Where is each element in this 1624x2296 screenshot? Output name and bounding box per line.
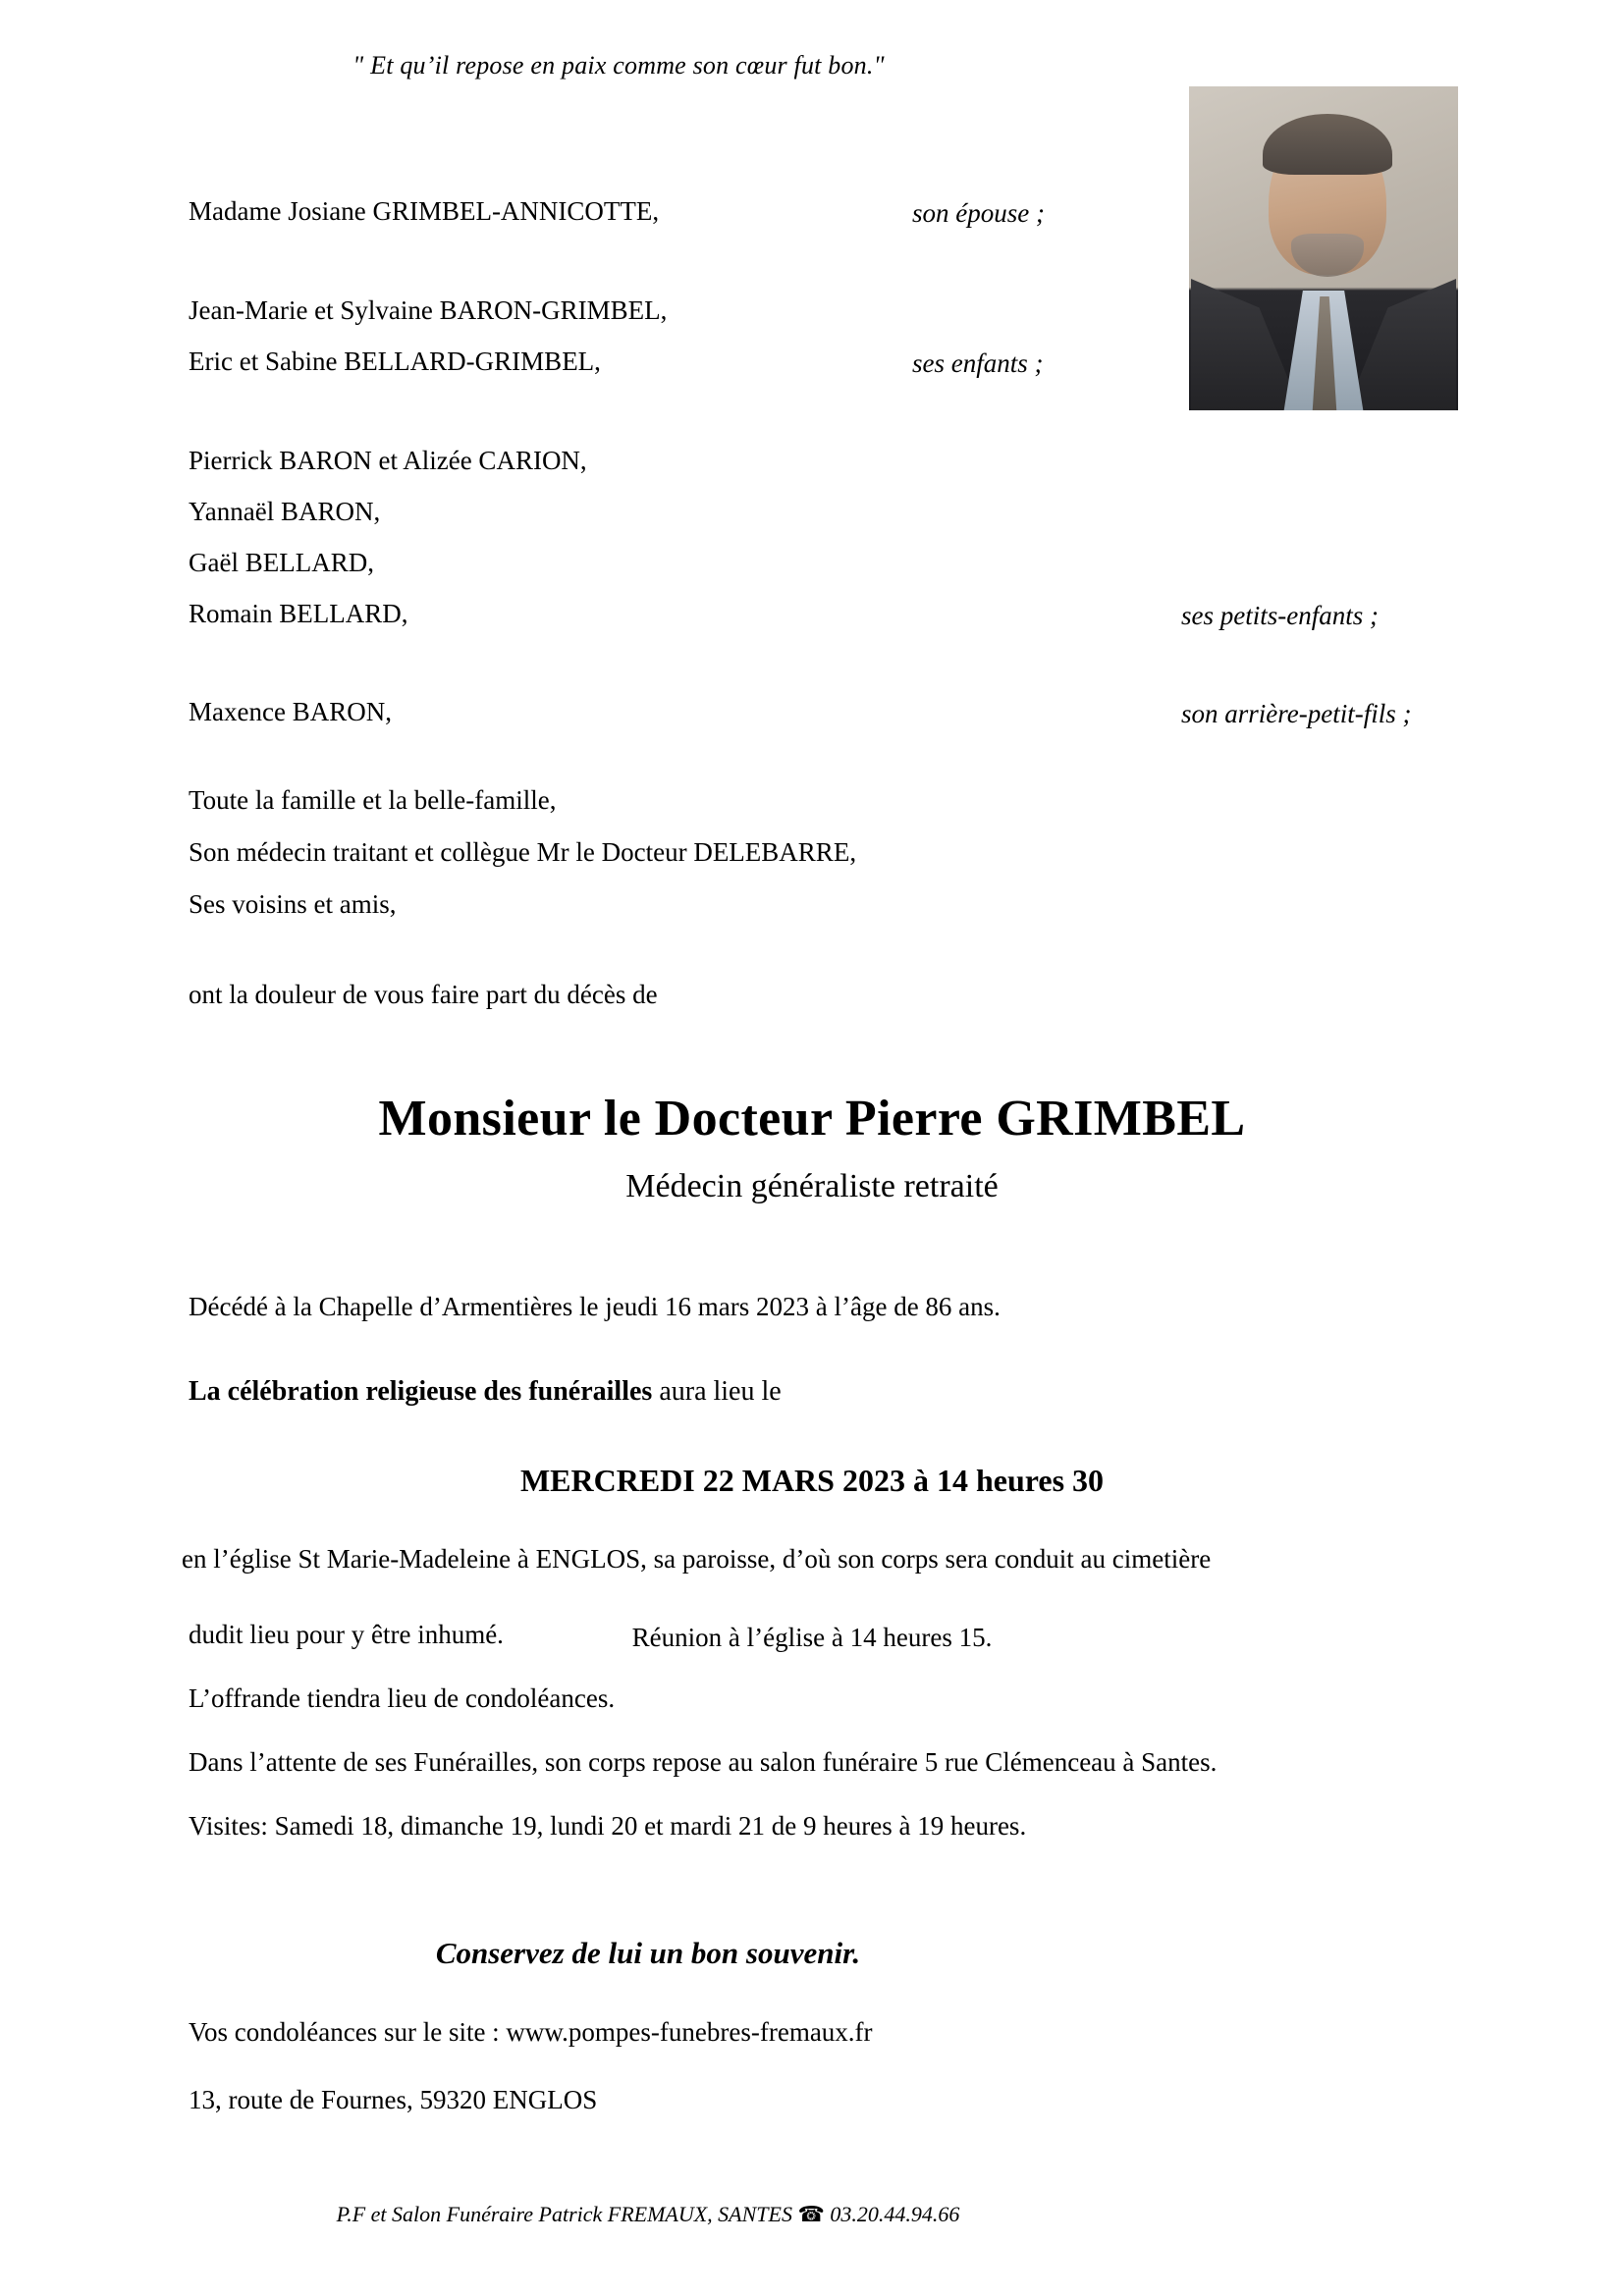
- deceased-name: Monsieur le Docteur Pierre GRIMBEL: [378, 1091, 1246, 1147]
- ceremony-intro-bold: La célébration religieuse des funérailles: [189, 1376, 653, 1407]
- death-notice: Décédé à la Chapelle d’Armentières le jeudi 16 mars 2023 à l’âge de 86 ans.: [189, 1292, 1001, 1321]
- footer-text: P.F et Salon Funéraire Patrick FREMAUX, SANTES: [336, 2202, 798, 2226]
- family-other-2: Son médecin traitant et collègue Mr le Docteur DELEBARRE,: [189, 837, 857, 867]
- family-other-3: Ses voisins et amis,: [189, 889, 397, 919]
- family-name-spouse: Madame Josiane GRIMBEL-ANNICOTTE,: [189, 196, 660, 226]
- family-role-children: ses enfants ;: [912, 348, 1044, 378]
- portrait-photo: [1189, 86, 1458, 410]
- portrait-hair: [1263, 114, 1392, 175]
- ceremony-church-line-2: dudit lieu pour y être inhumé.: [189, 1620, 504, 1649]
- ceremony-gathering: Réunion à l’église à 14 heures 15.: [631, 1623, 993, 1652]
- header-quote: " Et qu’il repose en paix comme son cœur fut bon.": [352, 51, 885, 80]
- announcement-intro: ont la douleur de vous faire part du décès de: [189, 980, 658, 1009]
- ceremony-church-line-1: en l’église St Marie-Madeleine à ENGLOS, sa paroisse, d’où son corps sera conduit au cimetière: [182, 1544, 1212, 1574]
- portrait-jacket-right: [1346, 279, 1456, 410]
- ceremony-date-time: MERCREDI 22 MARS 2023 à 14 heures 30: [519, 1463, 1105, 1498]
- deceased-subtitle: Médecin généraliste retraité: [625, 1168, 999, 1204]
- family-name-great-grandchild: Maxence BARON,: [189, 697, 392, 726]
- closing-condolences-website[interactable]: Vos condoléances sur le site : www.pompes-funebres-fremaux.fr: [189, 2017, 873, 2047]
- closing-souvenir: Conservez de lui un bon souvenir.: [435, 1936, 861, 1970]
- family-role-great-grandchild: son arrière-petit-fils ;: [1181, 699, 1412, 728]
- ceremony-offering: L’offrande tiendra lieu de condoléances.: [189, 1683, 616, 1713]
- family-name-grandchild-1: Pierrick BARON et Alizée CARION,: [189, 446, 587, 475]
- ceremony-intro-rest: aura lieu le: [652, 1376, 782, 1407]
- footer-funeral-home: [0, 2202, 1296, 2227]
- family-role-grandchildren: ses petits-enfants ;: [1181, 601, 1379, 630]
- closing-address: 13, route de Fournes, 59320 ENGLOS: [189, 2085, 598, 2114]
- ceremony-repose: Dans l’attente de ses Funérailles, son corps repose au salon funéraire 5 rue Clémenceau à Santes.: [189, 1747, 1218, 1777]
- telephone-icon: ☎: [797, 2202, 825, 2226]
- family-name-child-1: Jean-Marie et Sylvaine BARON-GRIMBEL,: [189, 295, 668, 325]
- footer-phone: 03.20.44.94.66: [824, 2202, 960, 2226]
- portrait-photo-background: [1189, 86, 1458, 410]
- family-role-spouse: son épouse ;: [912, 198, 1045, 228]
- family-name-grandchild-2: Yannaël BARON,: [189, 497, 381, 526]
- ceremony-visits: Visites: Samedi 18, dimanche 19, lundi 20 et mardi 21 de 9 heures à 19 heures.: [189, 1811, 1027, 1841]
- family-other-1: Toute la famille et la belle-famille,: [189, 785, 557, 815]
- family-name-child-2: Eric et Sabine BELLARD-GRIMBEL,: [189, 347, 601, 376]
- ceremony-intro: [189, 1378, 782, 1406]
- portrait-jacket-left: [1191, 279, 1301, 410]
- family-name-grandchild-3: Gaël BELLARD,: [189, 548, 374, 577]
- family-name-grandchild-4: Romain BELLARD,: [189, 599, 408, 628]
